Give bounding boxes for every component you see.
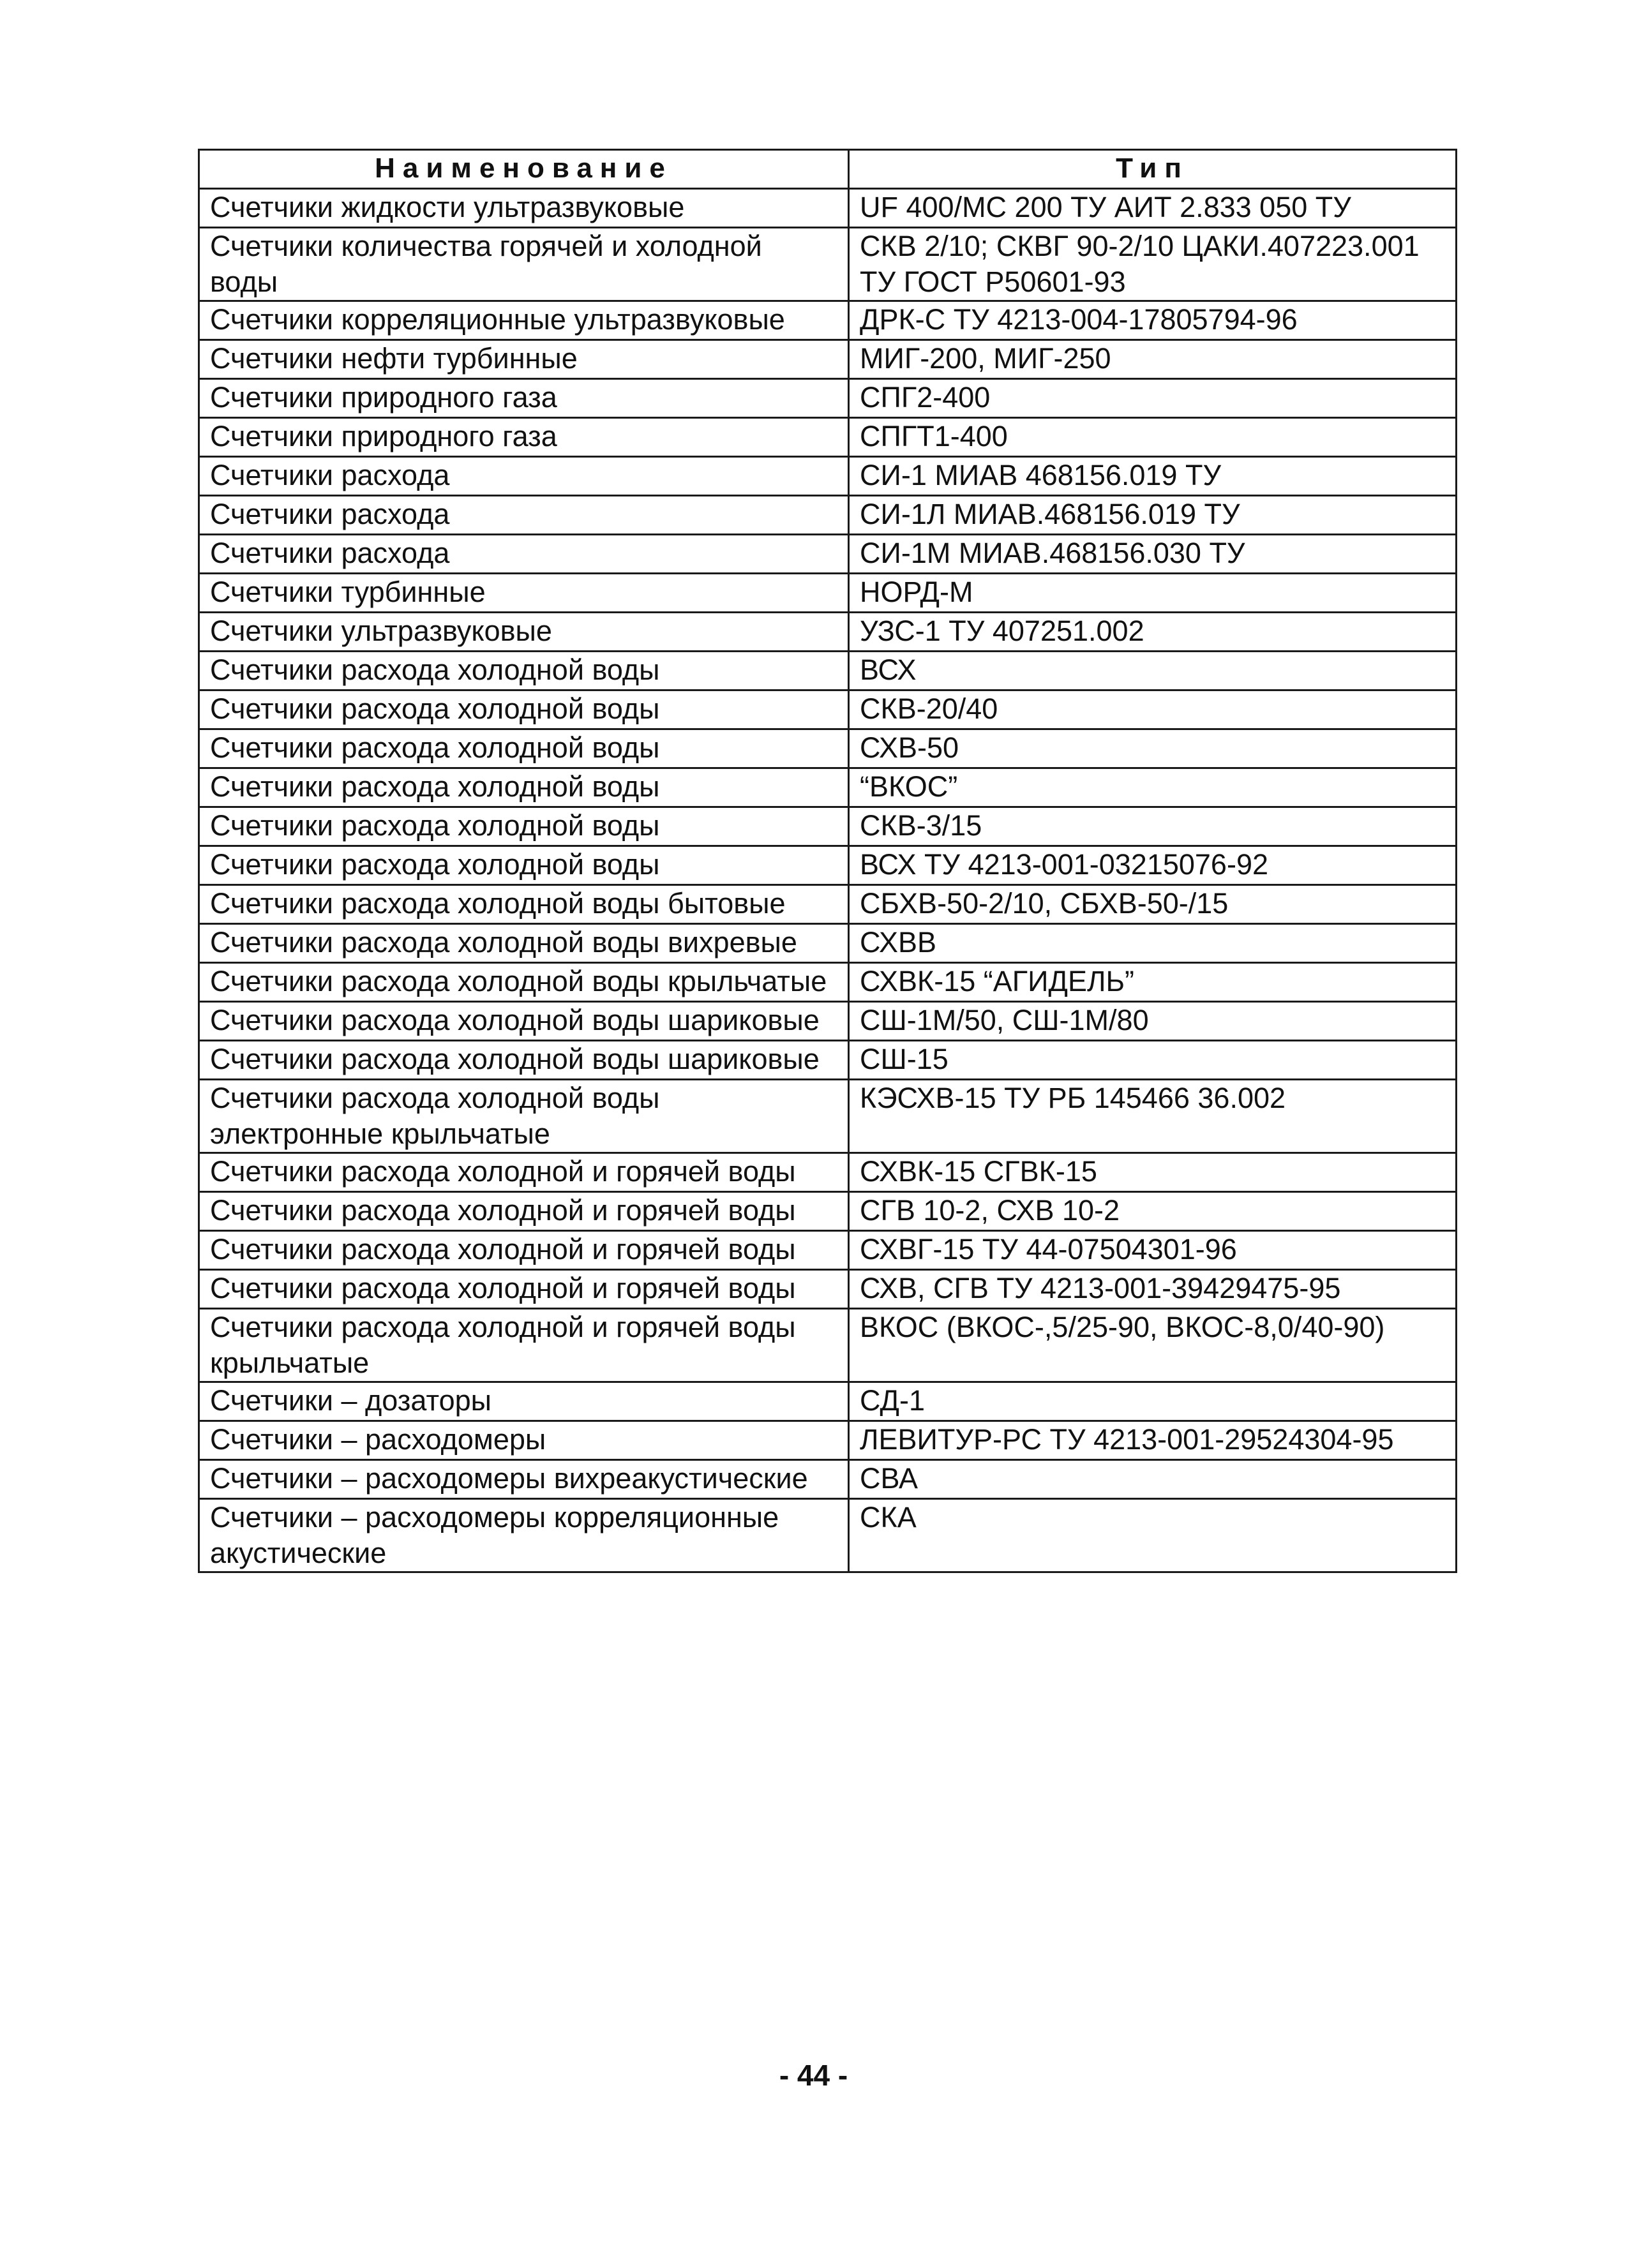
cell-name: Счетчики – расходомеры вихреакустические [199,1460,849,1499]
cell-type: ДРК-С ТУ 4213-004-17805794-96 [849,301,1457,340]
table-row [199,1002,1457,1041]
cell-name: Счетчики расхода холодной воды [199,807,849,846]
table-row [199,189,1457,228]
table-row [199,228,1457,301]
cell-name: Счетчики количества горячей и холодной воды [199,228,849,301]
cell-type: “ВКОС” [849,768,1457,807]
table-row [199,1153,1457,1192]
cell-type: СГВ 10-2, СХВ 10-2 [849,1192,1457,1231]
table-row [199,1421,1457,1460]
cell-type: СХВГ-15 ТУ 44-07504301-96 [849,1231,1457,1270]
table-row [199,924,1457,963]
cell-name: Счетчики расхода [199,535,849,574]
cell-name: Счетчики жидкости ультразвуковые [199,189,849,228]
header-name: Наименование [199,150,849,189]
cell-type: СКВ-20/40 [849,690,1457,729]
cell-name: Счетчики расхода холодной воды [199,729,849,768]
table-row [199,1499,1457,1572]
table-row [199,340,1457,379]
cell-name: Счетчики расхода холодной воды шариковые [199,1041,849,1080]
cell-name: Счетчики ультразвуковые [199,613,849,652]
table-row [199,846,1457,885]
table-row [199,885,1457,924]
cell-type: СПГ2-400 [849,379,1457,418]
cell-name: Счетчики расхода холодной воды [199,768,849,807]
cell-type: ВСХ [849,652,1457,690]
cell-type: МИГ-200, МИГ-250 [849,340,1457,379]
cell-name: Счетчики расхода холодной воды крыльчатые [199,963,849,1002]
cell-name: Счетчики природного газа [199,418,849,457]
table-row [199,535,1457,574]
cell-type: ВКОС (ВКОС-,5/25-90, ВКОС-8,0/40-90) [849,1309,1457,1382]
cell-type: СХВ-50 [849,729,1457,768]
cell-type: СИ-1Л МИАВ.468156.019 ТУ [849,496,1457,535]
cell-name: Счетчики расхода холодной и горячей воды [199,1231,849,1270]
table-row [199,418,1457,457]
cell-type: СВА [849,1460,1457,1499]
cell-type: СКВ 2/10; СКВГ 90-2/10 ЦАКИ.407223.001 ТУ ГОСТ Р50601-93 [849,228,1457,301]
table-row [199,729,1457,768]
cell-type: СХВ, СГВ ТУ 4213-001-39429475-95 [849,1270,1457,1309]
cell-type: СХВК-15 “АГИДЕЛЬ” [849,963,1457,1002]
cell-type: СД-1 [849,1382,1457,1421]
cell-type: ВСХ ТУ 4213-001-03215076-92 [849,846,1457,885]
cell-name: Счетчики нефти турбинные [199,340,849,379]
table-header-row [199,150,1457,189]
cell-type: СКА [849,1499,1457,1572]
table-row [199,1192,1457,1231]
cell-name: Счетчики расхода холодной и горячей воды крыльчатые [199,1309,849,1382]
cell-type: СБХВ-50-2/10, СБХВ-50-/15 [849,885,1457,924]
table-row [199,1460,1457,1499]
table-row [199,652,1457,690]
table-row [199,1270,1457,1309]
table-row [199,768,1457,807]
table-row [199,1080,1457,1153]
table-row [199,496,1457,535]
cell-name: Счетчики – расходомеры корреляционные акустические [199,1499,849,1572]
cell-name: Счетчики турбинные [199,574,849,613]
cell-type: СШ-15 [849,1041,1457,1080]
cell-type: УЗС-1 ТУ 407251.002 [849,613,1457,652]
cell-name: Счетчики расхода холодной и горячей воды [199,1192,849,1231]
cell-name: Счетчики природного газа [199,379,849,418]
cell-name: Счетчики – дозаторы [199,1382,849,1421]
cell-name: Счетчики расхода холодной и горячей воды [199,1270,849,1309]
table-row [199,963,1457,1002]
cell-name: Счетчики расхода холодной воды [199,652,849,690]
cell-type: НОРД-М [849,574,1457,613]
cell-type: СПГТ1-400 [849,418,1457,457]
cell-name: Счетчики расхода холодной воды [199,846,849,885]
table-row [199,1309,1457,1382]
cell-type: СИ-1М МИАВ.468156.030 ТУ [849,535,1457,574]
cell-name: Счетчики расхода [199,457,849,496]
cell-name: Счетчики расхода [199,496,849,535]
cell-type: UF 400/MC 200 ТУ АИТ 2.833 050 ТУ [849,189,1457,228]
table-row [199,574,1457,613]
cell-name: Счетчики расхода холодной воды вихревые [199,924,849,963]
cell-type: СШ-1М/50, СШ-1М/80 [849,1002,1457,1041]
cell-type: ЛЕВИТУР-РС ТУ 4213-001-29524304-95 [849,1421,1457,1460]
table-row [199,1382,1457,1421]
cell-name: Счетчики расхода холодной воды электронные крыльчатые [199,1080,849,1153]
cell-name: Счетчики расхода холодной воды бытовые [199,885,849,924]
cell-type: СИ-1 МИАВ 468156.019 ТУ [849,457,1457,496]
cell-type: СХВК-15 СГВК-15 [849,1153,1457,1192]
table-row [199,1231,1457,1270]
cell-type: СКВ-3/15 [849,807,1457,846]
meters-table [198,149,1457,1573]
table-body [199,189,1457,1572]
table-row [199,807,1457,846]
table-row [199,379,1457,418]
table-row [199,690,1457,729]
cell-type: СХВВ [849,924,1457,963]
table-row [199,613,1457,652]
page-number: - 44 - [779,2059,848,2092]
cell-type: КЭСХВ-15 ТУ РБ 145466 36.002 [849,1080,1457,1153]
table-row [199,1041,1457,1080]
cell-name: Счетчики расхода холодной воды [199,690,849,729]
table-row [199,301,1457,340]
cell-name: Счетчики расхода холодной и горячей воды [199,1153,849,1192]
cell-name: Счетчики расхода холодной воды шариковые [199,1002,849,1041]
cell-name: Счетчики корреляционные ультразвуковые [199,301,849,340]
cell-name: Счетчики – расходомеры [199,1421,849,1460]
header-type: Тип [849,150,1457,189]
table-row [199,457,1457,496]
